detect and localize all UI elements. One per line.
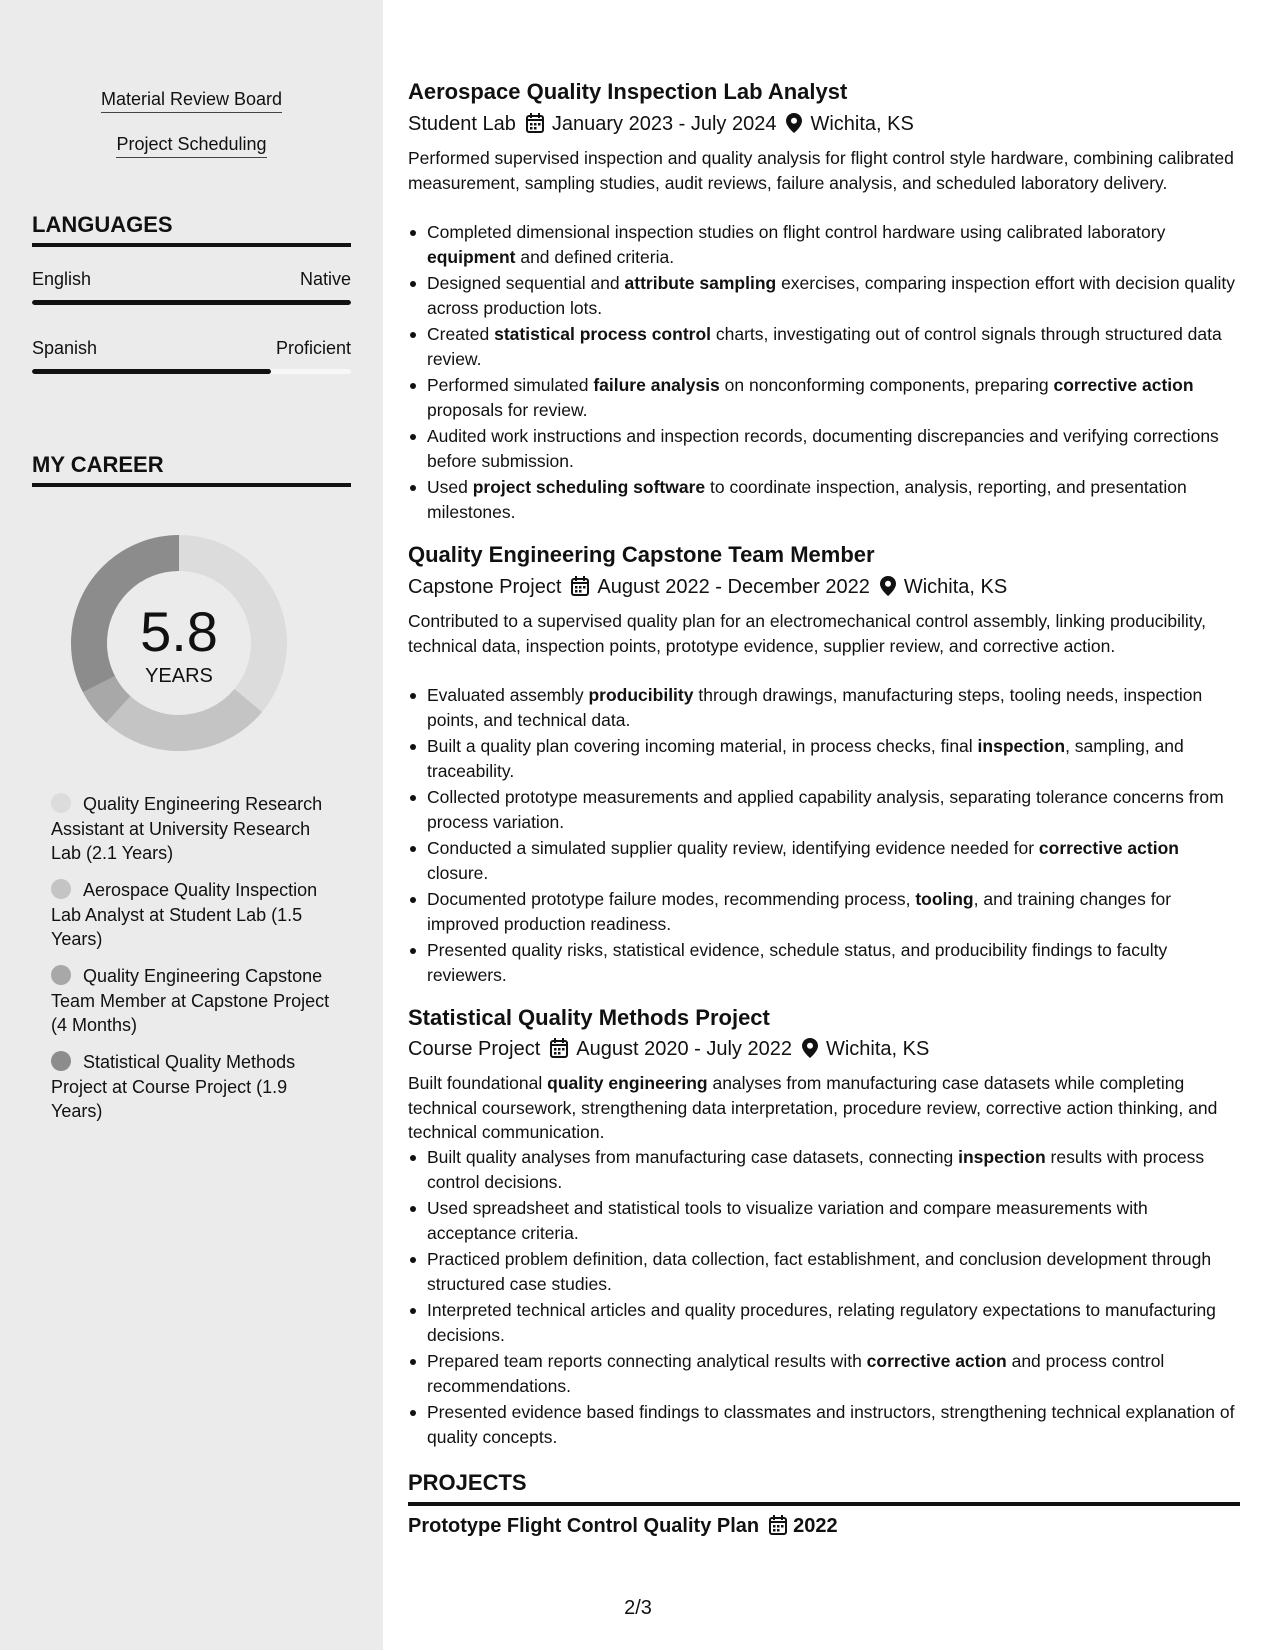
calendar-icon [526,113,544,139]
job-location: Wichita, KS [903,576,1008,598]
bullet-item: Completed dimensional inspection studies on flight control hardware using calibrated laboratory equipment and defined criteria. [408,220,1240,269]
project-item [408,1514,1240,1541]
language-bar [32,300,351,305]
bullet-item: Performed simulated failure analysis on nonconforming components, preparing corrective action proposals for review. [408,373,1240,422]
calendar-icon [571,576,589,602]
bullet-item: Documented prototype failure modes, recommending process, tooling, and training changes for improved production readiness. [408,887,1240,936]
language-english [32,268,351,318]
legend-dot [51,879,71,899]
career-legend-item: Quality Engineering Research Assistant at University Research Lab (2.1 Years) [51,794,323,863]
bullet-item: Presented evidence based findings to classmates and instructors, strengthening technical explanation of quality concepts. [408,1400,1240,1449]
sidebar [0,0,383,1650]
job-title: Statistical Quality Methods Project [408,1005,770,1030]
bullet-item: Interpreted technical articles and quality procedures, relating regulatory expectations to manufacturing decisions. [408,1298,1240,1347]
language-level: Proficient [275,338,351,358]
bullet-item: Used project scheduling software to coordinate inspection, analysis, reporting, and presentation milestones. [408,475,1240,524]
bullet-item: Presented quality risks, statistical evidence, schedule status, and producibility findings to faculty reviewers. [408,938,1240,987]
job-org: Course Project [408,1038,541,1060]
bullet-item: Audited work instructions and inspection records, documenting discrepancies and verifying corrections before submission. [408,424,1240,473]
bullet-item: Designed sequential and attribute sampling exercises, comparing inspection effort with decision quality across production lots. [408,271,1240,320]
career-legend-item: Statistical Quality Methods Project at Course Project (1.9 Years) [51,1052,296,1121]
job-summary: Performed supervised inspection and quality analysis for flight control style hardware, combining calibrated measurement, sampling studies, audit reviews, failure analysis, and scheduled laboratory delivery. [408,148,1234,193]
bullet-item: Evaluated assembly producibility through drawings, manufacturing steps, tooling needs, inspection points, and technical data. [408,683,1240,732]
job-meta [408,1037,1240,1064]
skill-tag: Project Scheduling [0,133,383,158]
language-bar-fill [32,300,351,305]
location-pin-icon [802,1038,818,1064]
language-name: Spanish [32,338,98,358]
location-pin-icon [880,576,896,602]
page-number: 2/3 [624,1597,652,1619]
job-dates: August 2022 - December 2022 [597,576,870,598]
job-bullets [408,683,1240,989]
job-location: Wichita, KS [810,113,914,135]
job-summary: Contributed to a supervised quality plan for an electromechanical control assembly, linking producibility, technical data, inspection points, prototype evidence, supplier review, and corrective action. [408,611,1206,656]
career-total-unit: YEARS [145,665,213,687]
bullet-item: Used spreadsheet and statistical tools to visualize variation and compare measurements with acceptance criteria. [408,1196,1240,1245]
language-bar [32,369,351,374]
job-meta [408,112,1240,139]
job-summary: Built foundational quality engineering analyses from manufacturing case datasets while completing technical coursework, strengthening data interpretation, procedure review, corrective action thinking, and technical communication. [408,1073,1218,1142]
language-bar-fill [32,369,271,374]
calendar-icon [769,1515,787,1541]
job-org: Capstone Project [408,576,562,598]
languages-heading: LANGUAGES [32,212,351,247]
projects-heading: PROJECTS [408,1470,1240,1506]
career-donut-chart [66,530,292,756]
skill-tag: Material Review Board [0,88,383,113]
job-title: Quality Engineering Capstone Team Member [408,542,875,567]
job-dates: January 2023 - July 2024 [551,113,777,135]
career-legend-item: Quality Engineering Capstone Team Member at Capstone Project (4 Months) [51,966,330,1035]
job-meta [408,575,1240,602]
bullet-item: Collected prototype measurements and applied capability analysis, separating tolerance concerns from process variation. [408,785,1240,834]
bullet-item: Built quality analyses from manufacturing case datasets, connecting inspection results with process control decisions. [408,1145,1240,1194]
job-bullets [408,1145,1240,1451]
bullet-item: Prepared team reports connecting analytical results with corrective action and process control recommendations. [408,1349,1240,1398]
career-total-value: 5.8 [140,600,218,663]
legend-dot [51,965,71,985]
bullet-item: Created statistical process control charts, investigating out of control signals through structured data review. [408,322,1240,371]
career-heading: MY CAREER [32,452,351,487]
legend-dot [51,793,71,813]
job-location: Wichita, KS [825,1038,930,1060]
bullet-item: Built a quality plan covering incoming material, in process checks, final inspection, sampling, and traceability. [408,734,1240,783]
job-dates: August 2020 - July 2022 [576,1038,792,1060]
calendar-icon [550,1038,568,1064]
language-spanish [32,337,351,387]
project-title: Prototype Flight Control Quality Plan [408,1515,760,1537]
language-name: English [32,269,92,289]
language-level: Native [299,269,351,289]
job-title: Aerospace Quality Inspection Lab Analyst [408,79,848,104]
job-bullets [408,220,1240,526]
legend-dot [51,1051,71,1071]
bullet-item: Practiced problem definition, data collection, fact establishment, and conclusion development through structured case studies. [408,1247,1240,1296]
project-date: 2022 [793,1515,838,1537]
bullet-item: Conducted a simulated supplier quality review, identifying evidence needed for corrective action closure. [408,836,1240,885]
career-legend-item: Aerospace Quality Inspection Lab Analyst at Student Lab (1.5 Years) [51,880,318,949]
job-org: Student Lab [408,113,516,135]
location-pin-icon [786,113,802,139]
